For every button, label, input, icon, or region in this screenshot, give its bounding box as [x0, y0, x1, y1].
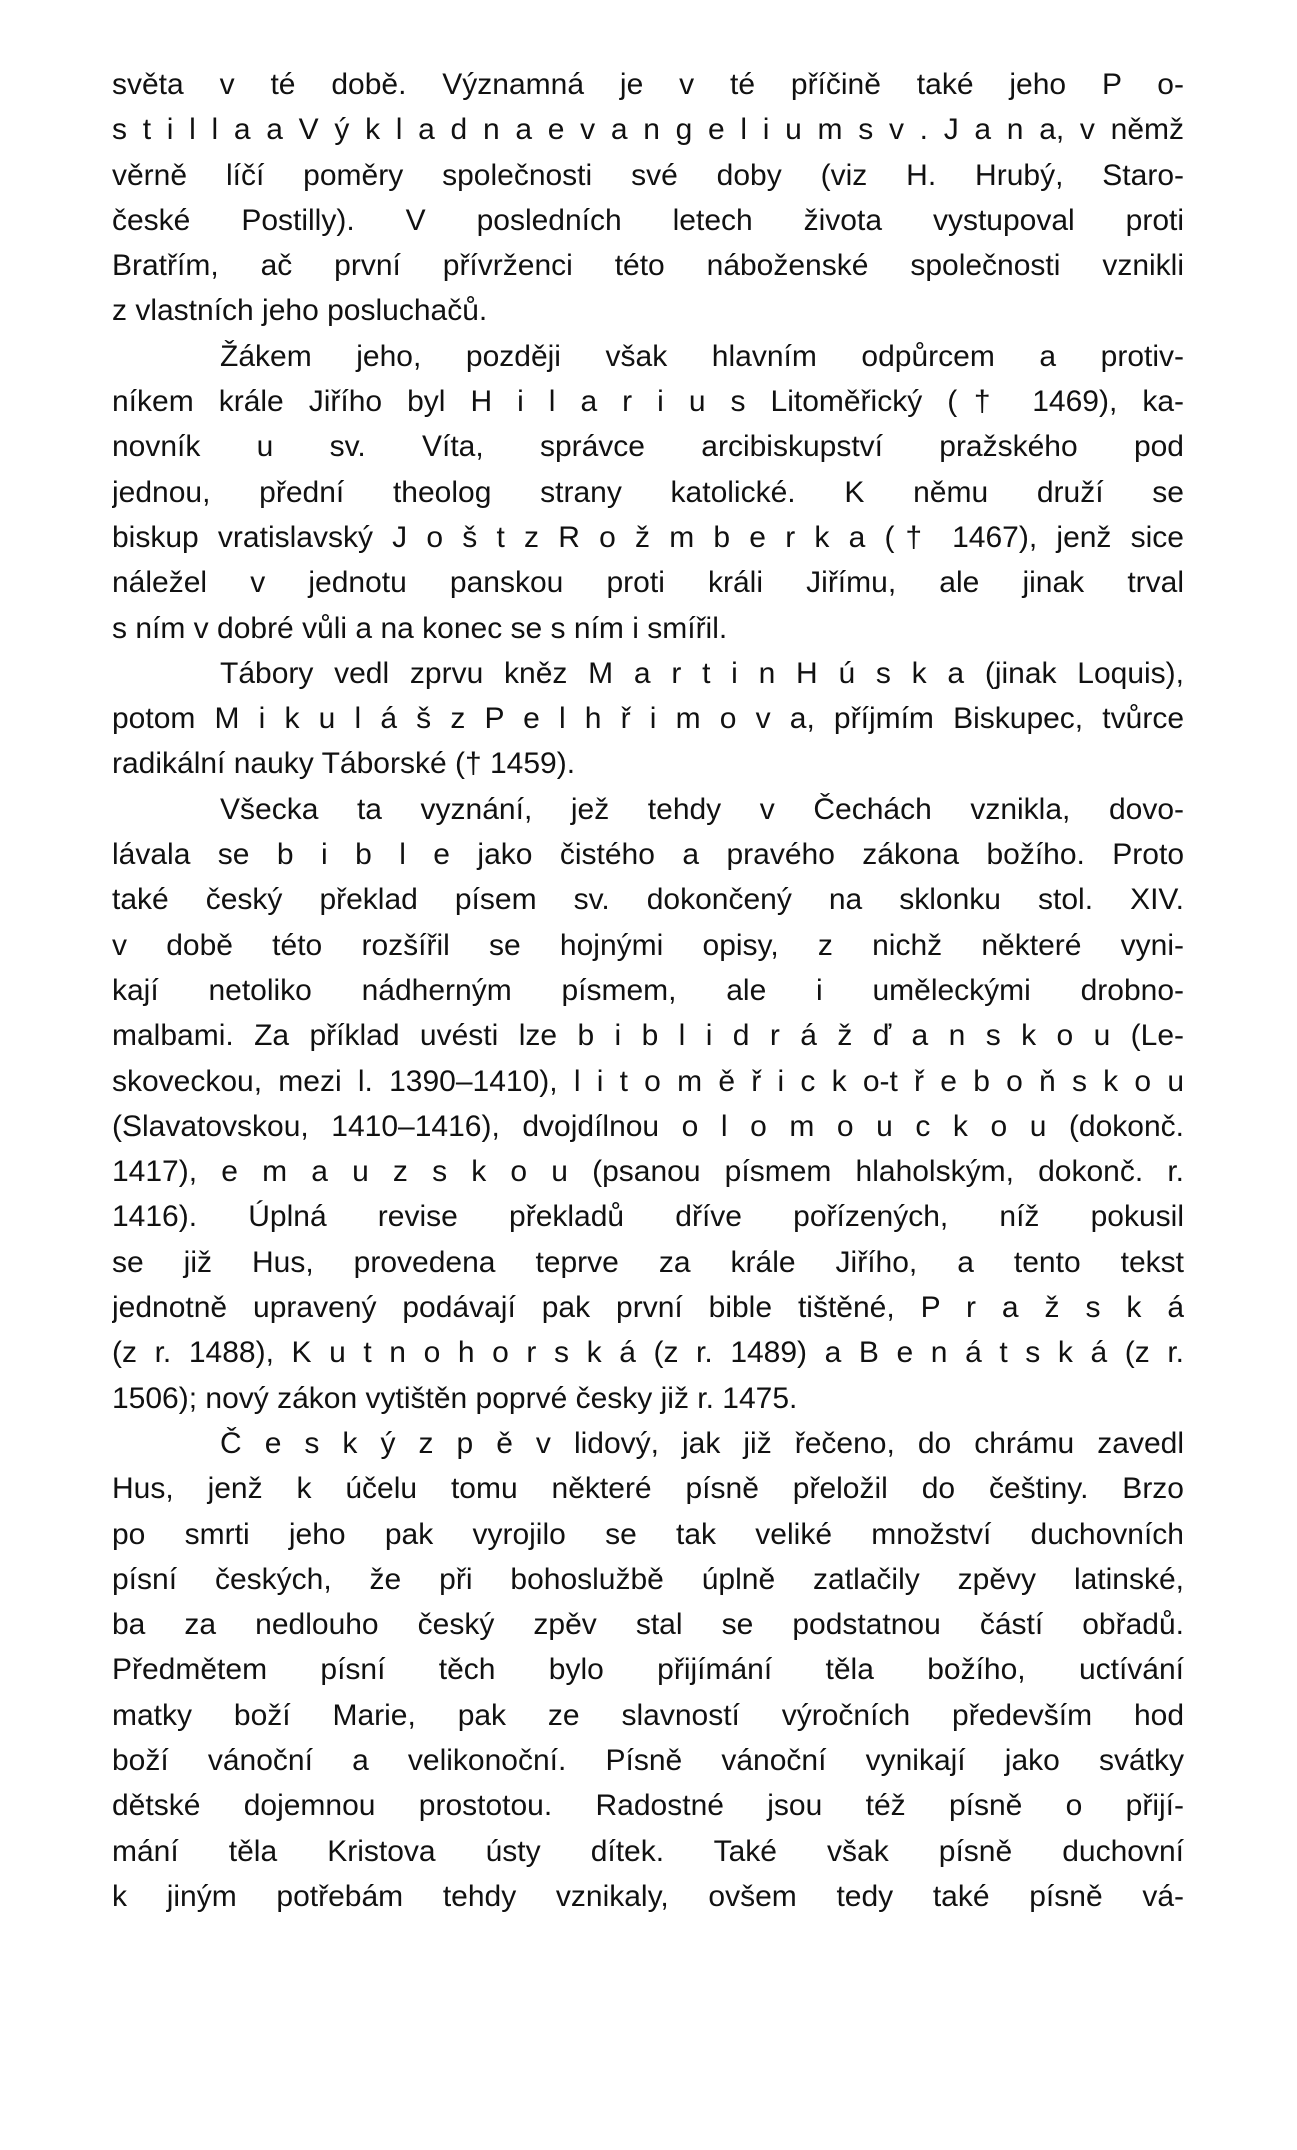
- text-line: 1416). Úplná revise překladů dříve pořízených, níž pokusil: [112, 1200, 1184, 1234]
- text-line: radikální nauky Táborské († 1459).: [112, 747, 576, 781]
- text-line: Bratřím, ač první přívrženci této náboženské společnosti vznikli: [112, 249, 1184, 283]
- text-line: Všecka ta vyznání, jež tehdy v Čechách vznikla, dovo-: [220, 792, 1184, 826]
- text-line: k jiným potřebám tehdy vznikaly, ovšem tedy také písně vá-: [112, 1879, 1184, 1913]
- text-line: z vlastních jeho posluchačů.: [112, 294, 488, 328]
- text-line: mání těla Kristova ústy dítek. Také však písně duchovní: [112, 1834, 1184, 1868]
- text-line: české Postilly). V posledních letech života vystupoval proti: [112, 203, 1184, 237]
- text-line: jednou, přední theolog strany katolické. K němu druží se: [112, 475, 1184, 509]
- text-line: po smrti jeho pak vyrojilo se tak veliké množství duchovních: [112, 1517, 1184, 1551]
- text-line: lávala se b i b l e jako čistého a pravého zákona božího. Proto: [112, 838, 1184, 872]
- text-line: 1417), e m a u z s k o u (psanou písmem hlaholským, dokonč. r.: [112, 1155, 1184, 1189]
- text-line: potom M i k u l á š z P e l h ř i m o v a, příjmím Biskupec, tvůrce: [112, 702, 1184, 736]
- text-line: Žákem jeho, později však hlavním odpůrcem a protiv-: [220, 339, 1184, 373]
- text-line: Hus, jenž k účelu tomu některé písně přeložil do češtiny. Brzo: [112, 1472, 1184, 1506]
- text-line: dětské dojemnou prostotou. Radostné jsou též písně o přijí-: [112, 1789, 1184, 1823]
- text-line: věrně líčí poměry společnosti své doby (viz H. Hrubý, Staro-: [112, 158, 1184, 192]
- text-line: 1506); nový zákon vytištěn poprvé česky již r. 1475.: [112, 1381, 798, 1415]
- text-line: písní českých, že při bohoslužbě úplně zatlačily zpěvy latinské,: [112, 1562, 1184, 1596]
- text-line: skoveckou, mezi l. 1390–1410), l i t o m ě ř i c k o-t ř e b o ň s k o u: [112, 1064, 1184, 1098]
- text-line: (z r. 1488), K u t n o h o r s k á (z r. 1489) a B e n á t s k á (z r.: [112, 1336, 1184, 1370]
- text-line: také český překlad písem sv. dokončený na sklonku stol. XIV.: [112, 883, 1184, 917]
- text-line: s t i l l a a V ý k l a d n a e v a n g e l i u m s v . J a n a, v němž: [112, 113, 1184, 147]
- text-line: níkem krále Jiřího byl H i l a r i u s Litoměřický († 1469), ka-: [112, 385, 1184, 419]
- text-line: (Slavatovskou, 1410–1416), dvojdílnou o l o m o u c k o u (dokonč.: [112, 1109, 1184, 1143]
- text-line: jednotně upravený podávají pak první bible tištěné, P r a ž s k á: [112, 1291, 1184, 1325]
- text-line: kají netoliko nádherným písmem, ale i uměleckými drobno-: [112, 973, 1184, 1007]
- text-line: matky boží Marie, pak ze slavností výročních především hod: [112, 1698, 1184, 1732]
- text-line: světa v té době. Významná je v té příčině také jeho P o-: [112, 68, 1184, 101]
- text-line: v době této rozšířil se hojnými opisy, z nichž některé vyni-: [112, 928, 1184, 962]
- page-text: [112, 62, 1184, 1919]
- text-line: biskup vratislavský J o š t z R o ž m b e r k a († 1467), jenž sice: [112, 520, 1184, 554]
- text-line: Č e s k ý z p ě v lidový, jak již řečeno, do chrámu zavedl: [220, 1426, 1184, 1460]
- text-line: se již Hus, provedena teprve za krále Jiřího, a tento tekst: [112, 1245, 1184, 1279]
- text-line: s ním v dobré vůli a na konec se s ním i smířil.: [112, 611, 728, 645]
- text-line: novník u sv. Víta, správce arcibiskupství pražského pod: [112, 430, 1184, 464]
- text-line: ba za nedlouho český zpěv stal se podstatnou částí obřadů.: [112, 1608, 1184, 1642]
- text-line: malbami. Za příklad uvésti lze b i b l i d r á ž ď a n s k o u (Le-: [112, 1019, 1184, 1053]
- text-line: Tábory vedl zprvu kněz M a r t i n H ú s k a (jinak Loquis),: [220, 656, 1184, 690]
- text-line: Předmětem písní těch bylo přijímání těla božího, uctívání: [112, 1653, 1184, 1687]
- text-line: boží vánoční a velikonoční. Písně vánoční vynikají jako svátky: [112, 1743, 1184, 1777]
- text-line: náležel v jednotu panskou proti králi Jiřímu, ale jinak trval: [112, 566, 1184, 600]
